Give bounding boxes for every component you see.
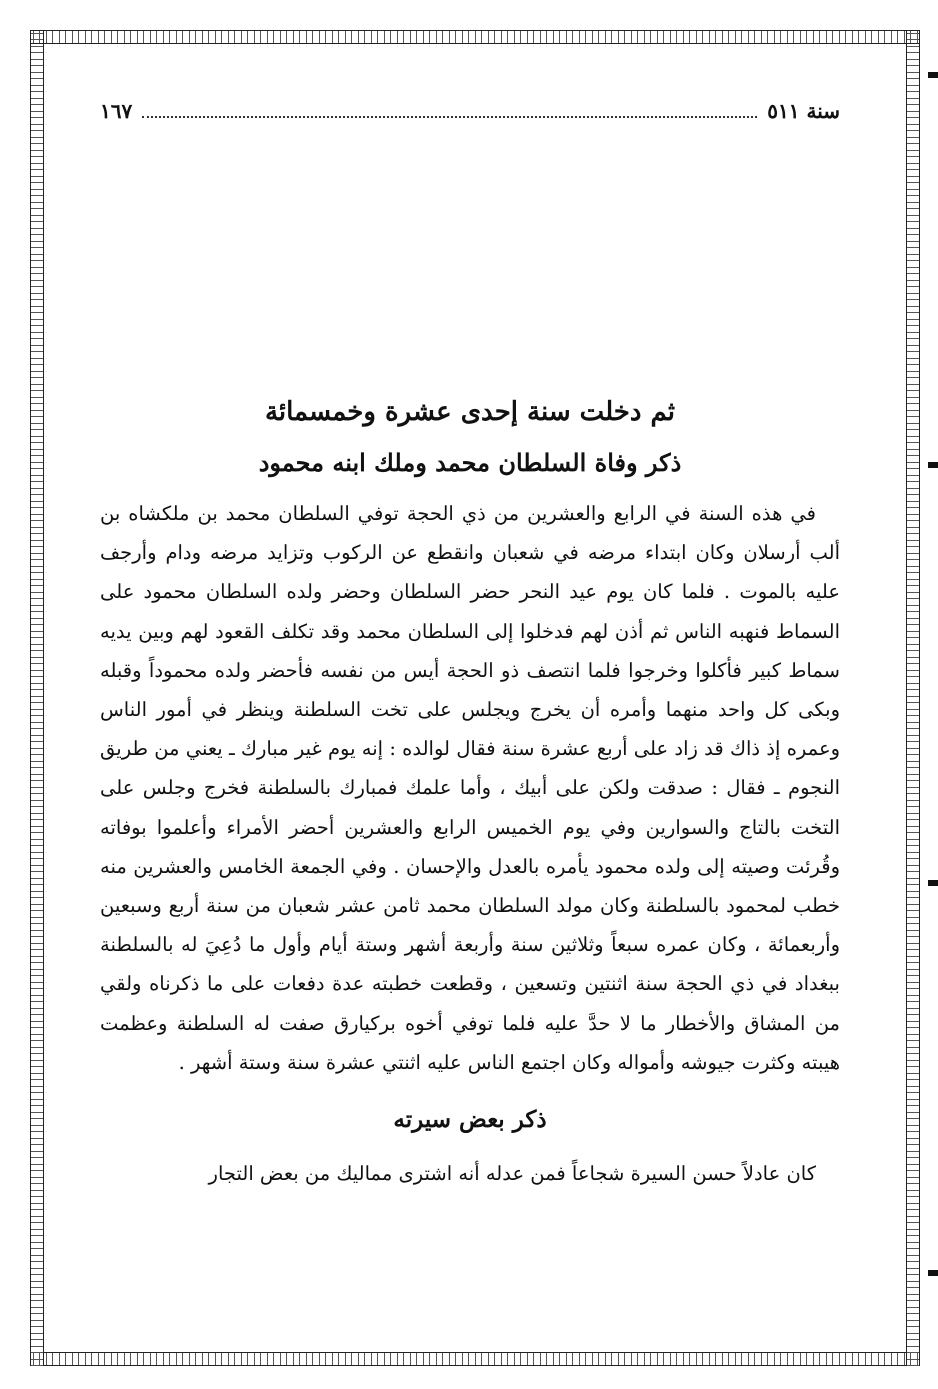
page-body (100, 388, 840, 1193)
leader-dots (142, 104, 757, 118)
page-number: ١٦٧ (100, 99, 133, 123)
margin-mark (928, 1270, 938, 1276)
margin-mark (928, 462, 938, 468)
page-border-top (30, 30, 920, 44)
running-header (100, 96, 840, 126)
page-border-bottom (30, 1352, 920, 1366)
section-heading: ذكر بعض سيرته (393, 1106, 547, 1134)
margin-mark (928, 880, 938, 886)
body-paragraph-2: كان عادلاً حسن السيرة شجاعاً فمن عدله أنه اشترى مماليك من بعض التجار (208, 1162, 816, 1186)
margin-mark (928, 72, 938, 78)
page-border-right (906, 30, 920, 1366)
year-label: سنة ٥١١ (767, 99, 840, 123)
page-border-left (30, 30, 44, 1366)
chapter-title: ثم دخلت سنة إحدى عشرة وخمسمائة (264, 397, 676, 427)
chapter-subtitle: ذكر وفاة السلطان محمد وملك ابنه محمود (258, 448, 682, 477)
body-paragraph: في هذه السنة في الرابع والعشرين من ذي الحجة توفي السلطان محمد بن ملكشاه بن ألب أرسلان وكان ابتداء مرضه في شعبان وانقطع عن الركوب وتزايد مرضه ودام وأرجف عليه بالموت . فلما كان يوم عيد النحر حضر السلطان وحضر ولده السلطان محمود على السماط فنهبه الناس ثم أذن لهم فدخلوا إلى السلطان محمد وقد تكلف القعود لهم وبين يديه سماط كبير فأكلوا وخرجوا فلما انتصف ذو الحجة أيس من نفسه فأحضر ولده محموداً وقبله وبكى كل واحد منهما وأمره أن يخرج ويجلس على تخت السلطنة وينظر في أمور الناس وعمره إذ ذاك قد زاد على أربع عشرة سنة فقال لوالده : إنه يوم غير مبارك ـ يعني من طريق النجوم ـ فقال : صدقت ولكن على أبيك ، وأما علمك فمبارك بالسلطنة فخرج وجلس على التخت بالتاج والسوارين وفي يوم الخميس الرابع والعشرين أحضر الأمراء وأعلموا بوفاته وقُرئت وصيته إلى ولده محمود يأمره بالعدل والإحسان . وفي الجمعة الخامس والعشرين منه خطب لمحمود بالسلطنة وكان مولد السلطان محمد ثامن عشر شعبان من سنة أربع وسبعين وأربعمائة ، وكان عمره سبعاً وثلاثين سنة وأربعة أشهر وستة أيام وأول ما دُعِيَ له بالسلطنة ببغداد في ذي الحجة سنة اثنتين وتسعين ، وقطعت خطبته عدة دفعات على ما ذكرناه ولقي من المشاق والأخطار ما لا حدَّ عليه فلما توفي أخوه بركيارق صفت له السلطنة وعظمت هيبته وكثرت جيوشه وأمواله وكان اجتمع الناس عليه اثنتي عشرة سنة وستة أشهر . (100, 502, 840, 1074)
